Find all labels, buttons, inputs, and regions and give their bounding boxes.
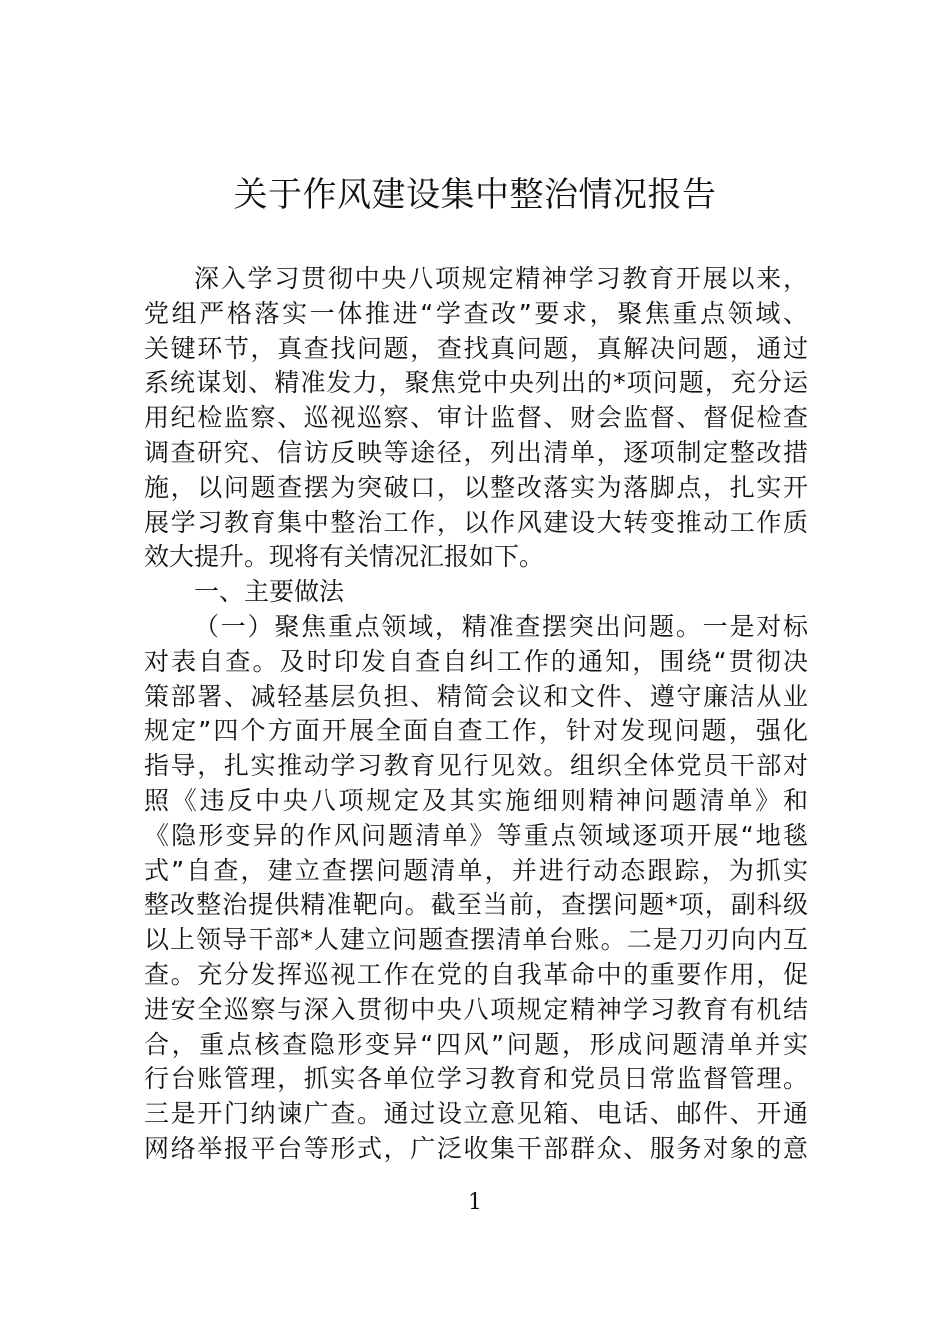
document-body xyxy=(144,262,808,1167)
paragraph-line: 策部署、减轻基层负担、精简会议和文件、遵守廉洁从业 xyxy=(144,681,808,711)
paragraph-line: 党组严格落实一体推进“学查改”要求，聚焦重点领域、 xyxy=(144,298,808,328)
paragraph-line: 调查研究、信访反映等途径，列出清单，逐项制定整改措 xyxy=(144,437,808,467)
paragraph-line: 查。充分发挥巡视工作在党的自我革命中的重要作用，促 xyxy=(144,959,808,989)
paragraph-line: 规定”四个方面开展全面自查工作，针对发现问题，强化 xyxy=(144,716,808,746)
paragraph-line: 照《违反中央八项规定及其实施细则精神问题清单》和 xyxy=(144,785,808,815)
paragraph-line: 三是开门纳谏广查。通过设立意见箱、电话、邮件、开通 xyxy=(144,1099,808,1129)
paragraph-line: 用纪检监察、巡视巡察、审计监督、财会监督、督促检查 xyxy=(144,403,808,433)
paragraph-line: 指导，扎实推动学习教育见行见效。组织全体党员干部对 xyxy=(144,751,808,781)
paragraph-line: 进安全巡察与深入贯彻中央八项规定精神学习教育有机结 xyxy=(144,994,808,1024)
paragraph-line: 对表自查。及时印发自查自纠工作的通知，围绕“贯彻决 xyxy=(144,646,808,676)
paragraph-line: 网络举报平台等形式，广泛收集干部群众、服务对象的意 xyxy=(144,1133,808,1163)
paragraph-line: 《隐形变异的作风问题清单》等重点领域逐项开展“地毯 xyxy=(144,820,808,850)
paragraph-line: 系统谋划、精准发力，聚焦党中央列出的*项问题，充分运 xyxy=(144,368,808,398)
paragraph-line: 合，重点核查隐形变异“四风”问题，形成问题清单并实 xyxy=(144,1029,808,1059)
paragraph-line: 关键环节，真查找问题，查找真问题，真解决问题，通过 xyxy=(144,333,808,363)
document-title: 关于作风建设集中整治情况报告 xyxy=(233,175,717,215)
paragraph-line: （一）聚焦重点领域，精准查摆突出问题。一是对标 xyxy=(194,611,808,641)
paragraph-line: 行台账管理，抓实各单位学习教育和党员日常监督管理。 xyxy=(144,1064,808,1094)
paragraph-line: 效大提升。现将有关情况汇报如下。 xyxy=(144,542,545,572)
paragraph-line: 深入学习贯彻中央八项规定精神学习教育开展以来， xyxy=(194,264,808,293)
paragraph-line: 式”自查，建立查摆问题清单，并进行动态跟踪，为抓实 xyxy=(144,855,808,885)
paragraph-line: 展学习教育集中整治工作，以作风建设大转变推动工作质 xyxy=(144,507,808,537)
paragraph-line: 整改整治提供精准靶向。截至当前，查摆问题*项，副科级 xyxy=(144,890,808,920)
paragraph-line: 以上领导干部*人建立问题查摆清单台账。二是刀刃向内互 xyxy=(144,925,808,955)
section-heading: 一、主要做法 xyxy=(194,577,345,607)
page-number: 1 xyxy=(468,1190,482,1215)
paragraph-line: 施，以问题查摆为突破口，以整改落实为落脚点，扎实开 xyxy=(144,472,808,502)
